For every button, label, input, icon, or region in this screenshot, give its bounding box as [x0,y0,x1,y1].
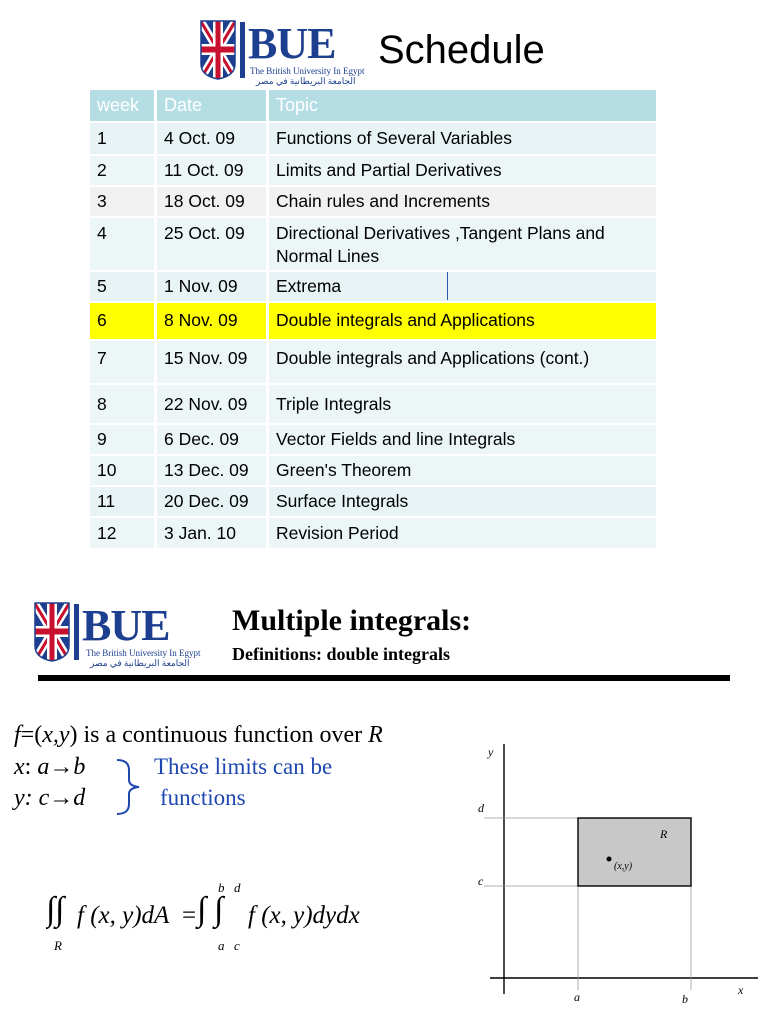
cell-date: 3 Jan. 10 [156,517,268,548]
region-rectangle [578,818,691,886]
table-row [90,271,658,302]
limit-x-to: b [73,754,86,780]
cell-date: 8 Nov. 09 [156,302,268,340]
cell-week: 12 [90,517,156,548]
table-row [90,486,658,517]
table-row-highlighted [90,302,658,340]
integral-sign-icon: ∫ [214,891,224,928]
cell-topic: Functions of Several Variables [268,122,658,155]
limit-x [14,754,85,781]
cell-week: 7 [90,340,156,384]
cell-date: 6 Dec. 09 [156,424,268,455]
table-row [90,186,658,217]
cell-topic: Limits and Partial Derivatives [268,155,658,186]
column-header-date: Date [156,90,268,122]
point-label: (x,y) [614,861,633,872]
limits-note-line1: These limits can be [154,754,333,779]
table-row [90,455,658,486]
cell-week: 8 [90,384,156,424]
logo-bar [74,604,79,660]
cell-date: 18 Oct. 09 [156,186,268,217]
tick-label-c: c [478,874,484,888]
table-row [90,384,658,424]
logo-subtitle-en: The British University In Egypt [250,66,365,76]
cell-week: 10 [90,455,156,486]
cell-date: 25 Oct. 09 [156,217,268,271]
cell-topic: Chain rules and Increments [268,186,658,217]
arrow-right-icon: → [49,754,74,780]
schedule-table [90,90,659,548]
cell-week: 6 [90,302,156,340]
outer-lower-limit: a [218,938,225,953]
limit-x-colon: : [24,754,38,780]
inner-lower-limit: c [234,938,240,953]
cell-week: 4 [90,217,156,271]
logo-mark: BUE [248,19,336,68]
cell-date: 15 Nov. 09 [156,340,268,384]
double-integral-formula [46,878,406,958]
region-diagram [470,730,760,1010]
cell-topic: Surface Integrals [268,486,658,517]
tick-label-a: a [574,990,580,1004]
cell-week: 9 [90,424,156,455]
logo-subtitle-ar: الجامعة البريطانية في مصر [90,658,190,668]
logo-subtitle-en: The British University In Egypt [86,648,201,658]
logo-bar [240,22,245,78]
union-jack-shield-icon [200,20,236,80]
region-label: R [660,827,668,841]
logo-subtitle-ar: الجامعة البريطانية في مصر [256,76,356,86]
table-row [90,424,658,455]
logo-mark: BUE [82,601,170,650]
slide-subtitle: Definitions: double integrals [232,644,451,664]
bue-logo-top [200,19,370,86]
cell-topic: Directional Derivatives ,Tangent Plans and Normal Lines [268,217,658,271]
cell-week: 5 [90,271,156,302]
table-header-row [90,90,658,122]
integral-sign-icon: ∫ [55,891,65,928]
stmt-xy: x,y [42,722,70,748]
cell-week: 1 [90,122,156,155]
limit-y [14,785,85,812]
table-row [90,155,658,186]
column-header-week: week [90,90,156,122]
limit-y-var: y: c [14,785,50,811]
cell-week: 11 [90,486,156,517]
cell-topic: Double integrals and Applications [268,302,658,340]
limit-x-var: x [14,754,25,780]
rhs-integrand: f (x, y)dydx [248,902,360,929]
arrow-right-icon: → [49,785,74,811]
y-axis-label: y [488,745,494,759]
column-header-topic: Topic [268,90,658,122]
inner-upper-limit: d [234,880,241,895]
function-statement [14,722,383,749]
union-jack-shield-icon [34,602,70,662]
cell-date: 1 Nov. 09 [156,271,268,302]
tick-label-b: b [682,992,688,1006]
region-subscript: R [54,938,62,953]
text-cursor [447,272,448,300]
cell-topic: Green's Theorem [268,455,658,486]
cell-date: 11 Oct. 09 [156,155,268,186]
table-row [90,217,658,271]
cell-topic: Extrema [268,271,658,302]
stmt-eq: =( [20,722,43,748]
cell-date: 20 Dec. 09 [156,486,268,517]
cell-date: 4 Oct. 09 [156,122,268,155]
equals-sign: = [182,902,197,929]
stmt-region: R [368,722,383,748]
right-brace-icon [113,758,143,816]
cell-topic: Double integrals and Applications (cont.) [268,340,658,384]
cell-week: 2 [90,155,156,186]
cell-topic: Revision Period [268,517,658,548]
integral-sign-icon: ∫ [46,891,56,928]
tick-label-d: d [478,801,484,815]
cell-topic: Vector Fields and line Integrals [268,424,658,455]
cell-date: 22 Nov. 09 [156,384,268,424]
schedule-title: Schedule [378,28,545,72]
point-marker [607,857,612,862]
limit-x-from: a [37,754,50,780]
stmt-f: f [14,722,21,748]
limit-y-to: d [73,785,86,811]
table-row [90,122,658,155]
cell-week: 3 [90,186,156,217]
bue-logo-bottom [34,601,204,668]
cell-topic: Triple Integrals [268,384,658,424]
slide-title: Multiple integrals: [232,604,472,637]
stmt-rest: ) is a continuous function over [69,722,369,748]
x-axis-label: x [738,983,744,997]
title-divider [38,675,730,681]
integral-sign-icon: ∫ [197,891,207,928]
lhs-integrand: f (x, y)dA [77,902,170,929]
cell-date: 13 Dec. 09 [156,455,268,486]
outer-upper-limit: b [218,880,225,895]
limits-note-line2: functions [160,785,246,810]
table-row [90,517,658,548]
table-row [90,340,658,384]
